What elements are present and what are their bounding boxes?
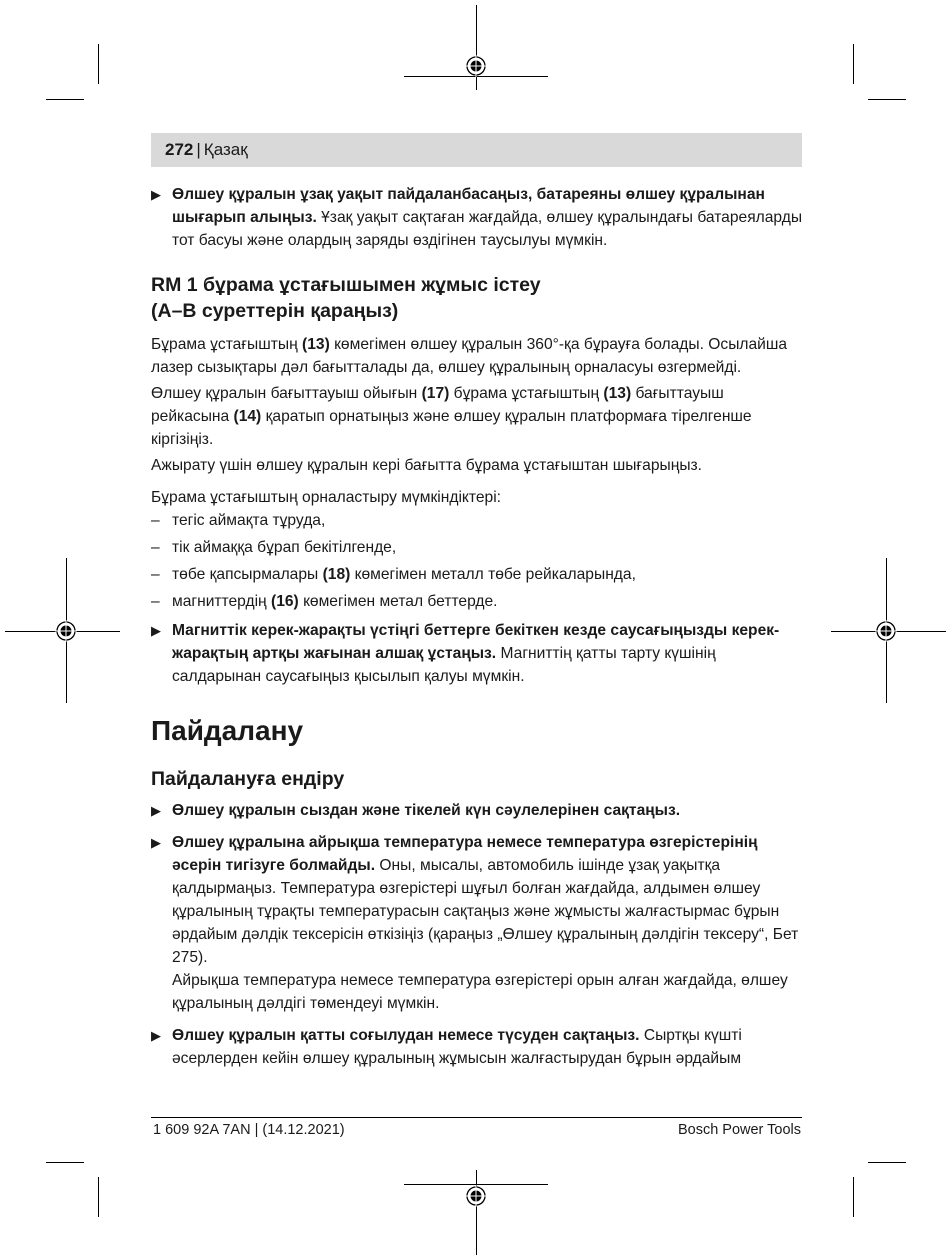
crop-mark (853, 44, 854, 84)
footer-rule (151, 1117, 802, 1118)
warning-bold-text: Магниттік керек-жарақты үстіңгі беттерге бекіткен кезде саусағыңызды керек-жарақтың артқы жағынан алшақ ұстаңыз. (172, 622, 780, 662)
section-heading-line: RM 1 бұрама ұстағышымен жұмыс істеу (151, 274, 541, 296)
list-item (151, 536, 806, 559)
dash-marker: – (151, 539, 160, 556)
registration-mark-icon (465, 1185, 487, 1207)
list-item-text: көмегімен металл төбе рейкаларында, (350, 566, 636, 583)
crop-mark (868, 1162, 906, 1163)
warning-bold-text: Өлшеу құралын сыздан және тікелей күн сәулелерінен сақтаңыз. (172, 802, 681, 819)
warning-text: Ұзақ уақыт сақтаған жағдайда, өлшеу құралындағы батареяларды тот басуы және олардың заряды өздігінен таусылуы мүмкін. (172, 209, 803, 249)
warning-bold-text: Өлшеу құралын қатты соғылудан немесе түсуден сақтаңыз. (172, 1027, 640, 1044)
reference-number: (14) (233, 408, 262, 425)
warning-bold-text: Өлшеу құралын ұзақ уақыт пайдаланбасаңыз, батареяны өлшеу құралынан шығарып алыңыз. (172, 186, 765, 226)
text: Өлшеу құралын бағыттауыш ойығын (151, 385, 422, 402)
registration-mark-icon (875, 620, 897, 642)
reference-number: (16) (271, 593, 299, 610)
page-footer (153, 1120, 801, 1140)
registration-mark-icon (55, 620, 77, 642)
reference-number: (18) (322, 566, 351, 583)
text: қаратып орнатыңыз және өлшеу құралын платформаға тірелгенше кіргізіңіз. (151, 408, 752, 448)
paragraph (151, 333, 806, 379)
dash-marker: – (151, 566, 160, 583)
paragraph: Ажырату үшін өлшеу құралын кері бағытта бұрама ұстағыштан шығарыңыз. (151, 457, 703, 474)
page-number: 272 (165, 140, 194, 159)
reference-number: (17) (421, 385, 450, 402)
crop-mark (476, 5, 477, 90)
list-item (151, 563, 806, 586)
bullet-triangle-icon: ▶ (151, 623, 161, 638)
warning-bullet (151, 831, 806, 1015)
crop-mark (853, 1177, 854, 1217)
footer-brand: Bosch Power Tools (677, 1122, 801, 1138)
section-heading: Пайдалануға ендіру (151, 768, 345, 790)
list-item-text: магниттердің (172, 593, 272, 610)
crop-mark (46, 1162, 84, 1163)
list-item (151, 590, 806, 613)
list-item-text: көмегімен метал беттерде. (298, 593, 498, 610)
dash-marker: – (151, 512, 160, 529)
text: көмегімен өлшеу құралын 360°-қа бұрауға болады. Осылайша лазер сызықтары дәл бағытталады да, өлшеу құралының орналасуы өзгермейді. (151, 336, 788, 376)
header-separator: | (196, 140, 201, 159)
dash-marker: – (151, 593, 160, 610)
list-item (151, 509, 806, 532)
warning-text: Оны, мысалы, автомобиль ішінде ұзақ уақытқа қалдырмаңыз. Температура өзгерістері шұғыл болған жағдайда, алдымен өлшеу құралының тұрақты температурасын сақтаңыз және жұмысты жалғастырмас бұрын әрдайым дәлдік тексерісін өткізіңіз (қараңыз „Өлшеу құралының дәлдігін тексеру“, Бет 275). (172, 857, 799, 966)
header-language: Қазақ (203, 140, 248, 159)
chapter-heading: Пайдалану (151, 715, 304, 746)
paragraph: Бұрама ұстағыштың орналастыру мүмкіндіктері: (151, 489, 502, 506)
bullet-triangle-icon: ▶ (151, 835, 161, 850)
paragraph (151, 382, 806, 451)
list-item-text: тік аймаққа бұрап бекітілгенде, (172, 539, 397, 556)
list-item-text: тегіс аймақта тұруда, (172, 512, 326, 529)
crop-mark (98, 44, 99, 84)
page-header (151, 133, 802, 167)
footer-doc-id: 1 609 92A 7AN | (14.12.2021) (153, 1122, 345, 1138)
bullet-triangle-icon: ▶ (151, 187, 161, 202)
bullet-triangle-icon: ▶ (151, 803, 161, 818)
crop-mark (46, 99, 84, 100)
reference-number: (13) (302, 336, 330, 353)
warning-text: Магниттің қатты тарту күшінің салдарынан саусағыңыз қысылып қалуы мүмкін. (172, 645, 716, 685)
section-heading (151, 272, 806, 324)
text: Бұрама ұстағыштың (151, 336, 303, 353)
text: бұрама ұстағыштың (449, 385, 604, 402)
warning-bullet (151, 799, 806, 822)
crop-mark (868, 99, 906, 100)
warning-text: Сыртқы күшті әсерлерден кейін өлшеу құралының жұмысын жалғастырудан бұрын әрдайым (172, 1027, 742, 1067)
bullet-triangle-icon: ▶ (151, 1028, 161, 1043)
section-heading-line: (A–B суреттерін қараңыз) (151, 300, 399, 322)
text: бағыттауыш рейкасына (151, 385, 724, 425)
warning-text: Айрықша температура немесе температура өзгерістері орын алған жағдайда, өлшеу құралының дәлдігі төмендеуі мүмкін. (172, 972, 788, 1012)
list-item-text: төбе қапсырмалары (172, 566, 323, 583)
warning-bullet (151, 183, 806, 252)
crop-mark (98, 1177, 99, 1217)
page-content (151, 183, 806, 1079)
warning-bold-text: Өлшеу құралына айрықша температура немесе температура өзгерістерінің әсерін тигізуге болмайды. (172, 834, 758, 874)
reference-number: (13) (603, 385, 632, 402)
warning-bullet (151, 619, 806, 688)
crop-mark (476, 1170, 477, 1255)
registration-mark-icon (465, 55, 487, 77)
warning-bullet (151, 1024, 806, 1070)
